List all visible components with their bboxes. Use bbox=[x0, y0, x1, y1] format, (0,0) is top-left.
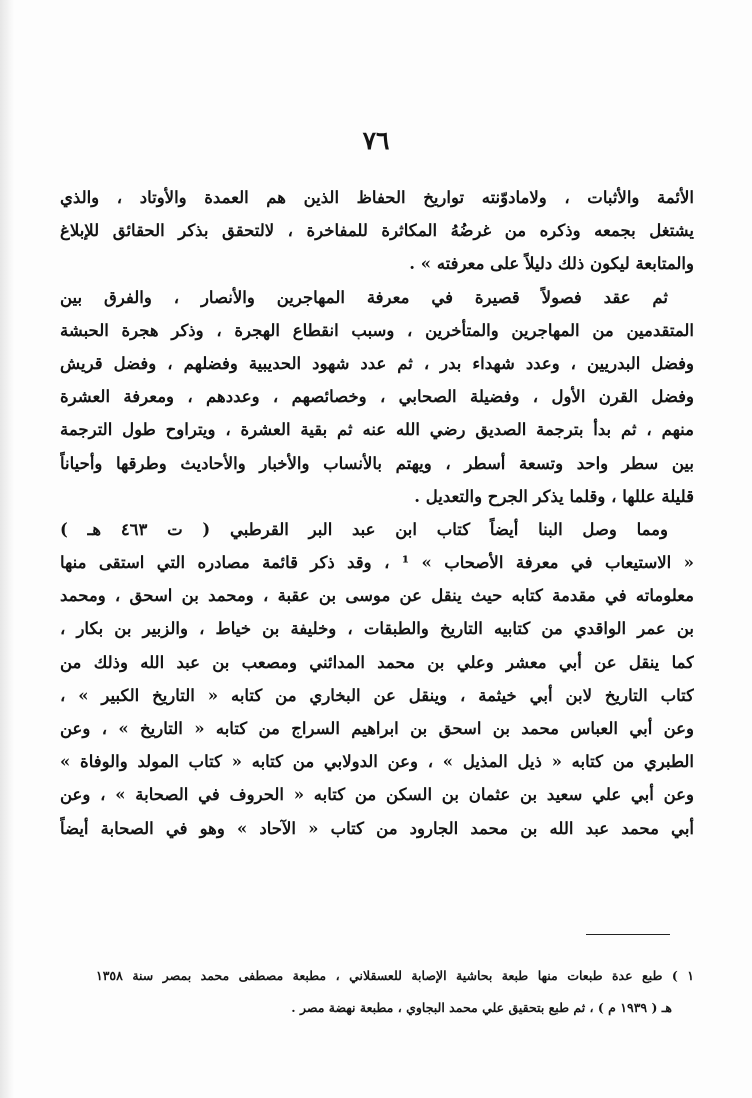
text-line: كتاب التاريخ لابن أبي خيثمة ، وينقل عن البخاري من كتابه « التاريخ الكبير » ، bbox=[60, 685, 694, 705]
text-line: والمتابعة ليكون ذلك دليلاً على معرفته » . bbox=[409, 254, 694, 274]
text-line: الأئمة والأثبات ، ولامادوّنته تواريخ الحفاظ الذين هم العمدة والأوتاد ، والذي bbox=[60, 188, 694, 207]
footnote-divider bbox=[586, 934, 670, 935]
text-line: بين سطر واحد وتسعة أسطر ، ويهتم بالأنساب والأخبار والأحاديث وطرقها وأحياناً bbox=[60, 453, 694, 473]
page-number: ٧٦ bbox=[362, 126, 390, 155]
text-line: كما ينقل عن أبي معشر وعلي بن محمد المدائني ومصعب بن عبد الله وذلك من bbox=[60, 652, 694, 672]
footnote-line: ١ ) طبع عدة طبعات منها طبعة بحاشية الإصابة للعسقلاني ، مطبعة مصطفى محمد بمصر سنة ١٣٥٨ bbox=[96, 968, 694, 983]
text-line: يشتغل بجمعه وذكره من غرضُهُ المكاثرة للمفاخرة ، لالتحقق بذكر الحقائق للإبلاغ bbox=[60, 221, 694, 241]
text-line: ثم عقد فصولاً قصيرة في معرفة المهاجرين والأنصار ، والفرق بين bbox=[60, 287, 668, 307]
text-line: وفضل البدريين ، وعدد شهداء بدر ، ثم عدد شهود الحديبية وفضلهم ، وفضل قريش bbox=[60, 353, 694, 373]
body-text bbox=[60, 181, 694, 845]
text-line: وعن أبي علي سعيد بن عثمان بن السكن من كتابه « الحروف في الصحابة » ، وعن bbox=[60, 785, 694, 805]
text-line: معلوماته في مقدمة كتابه حيث ينقل عن موسى بن عقبة ، ومحمد بن اسحق ، ومحمد bbox=[60, 586, 694, 606]
text-line: الطبري من كتابه « ذيل المذيل » ، وعن الدولابي من كتابه « كتاب المولد والوفاة » bbox=[60, 752, 694, 772]
text-line: أبي محمد عبد الله بن محمد الجارود من كتاب « الآحاد » وهو في الصحابة أيضاً bbox=[60, 818, 694, 838]
footnote-line: هـ ( ١٩٣٩ م ) ، ثم طبع بتحقيق علي محمد البجاوي ، مطبعة نهضة مصر . bbox=[291, 1000, 672, 1015]
text-line: وفضل القرن الأول ، وفضيلة الصحابي ، وخصائصهم ، وعددهم ، ومعرفة العشرة bbox=[60, 387, 694, 407]
text-line: بن عمر الواقدي من كتابيه التاريخ والطبقات ، وخليفة بن خياط ، والزبير بن بكار ، bbox=[60, 619, 694, 639]
text-line: ومما وصل البنا أيضاً كتاب ابن عبد البر القرطبي ( ت ٤٦٣ هـ ) bbox=[60, 519, 668, 539]
text-line: المتقدمين من المهاجرين والمتأخرين ، وسبب انقطاع الهجرة ، وذكر هجرة الحبشة bbox=[60, 320, 694, 340]
footnote bbox=[96, 960, 694, 1024]
text-line: قليلة عللها ، وقلما يذكر الجرح والتعديل . bbox=[414, 486, 694, 506]
text-line: وعن أبي العباس محمد بن اسحق بن ابراهيم السراج من كتابه « التاريخ » ، وعن bbox=[60, 719, 694, 738]
scan-edge-shadow bbox=[0, 0, 14, 1098]
text-line: منهم ، ثم بدأ بترجمة الصديق رضي الله عنه ثم بقية العشرة ، ويتراوح طول الترجمة bbox=[60, 420, 694, 440]
text-line: « الاستيعاب في معرفة الأصحاب » ¹ ، وقد ذكر قائمة مصادره التي استقى منها bbox=[60, 553, 694, 573]
